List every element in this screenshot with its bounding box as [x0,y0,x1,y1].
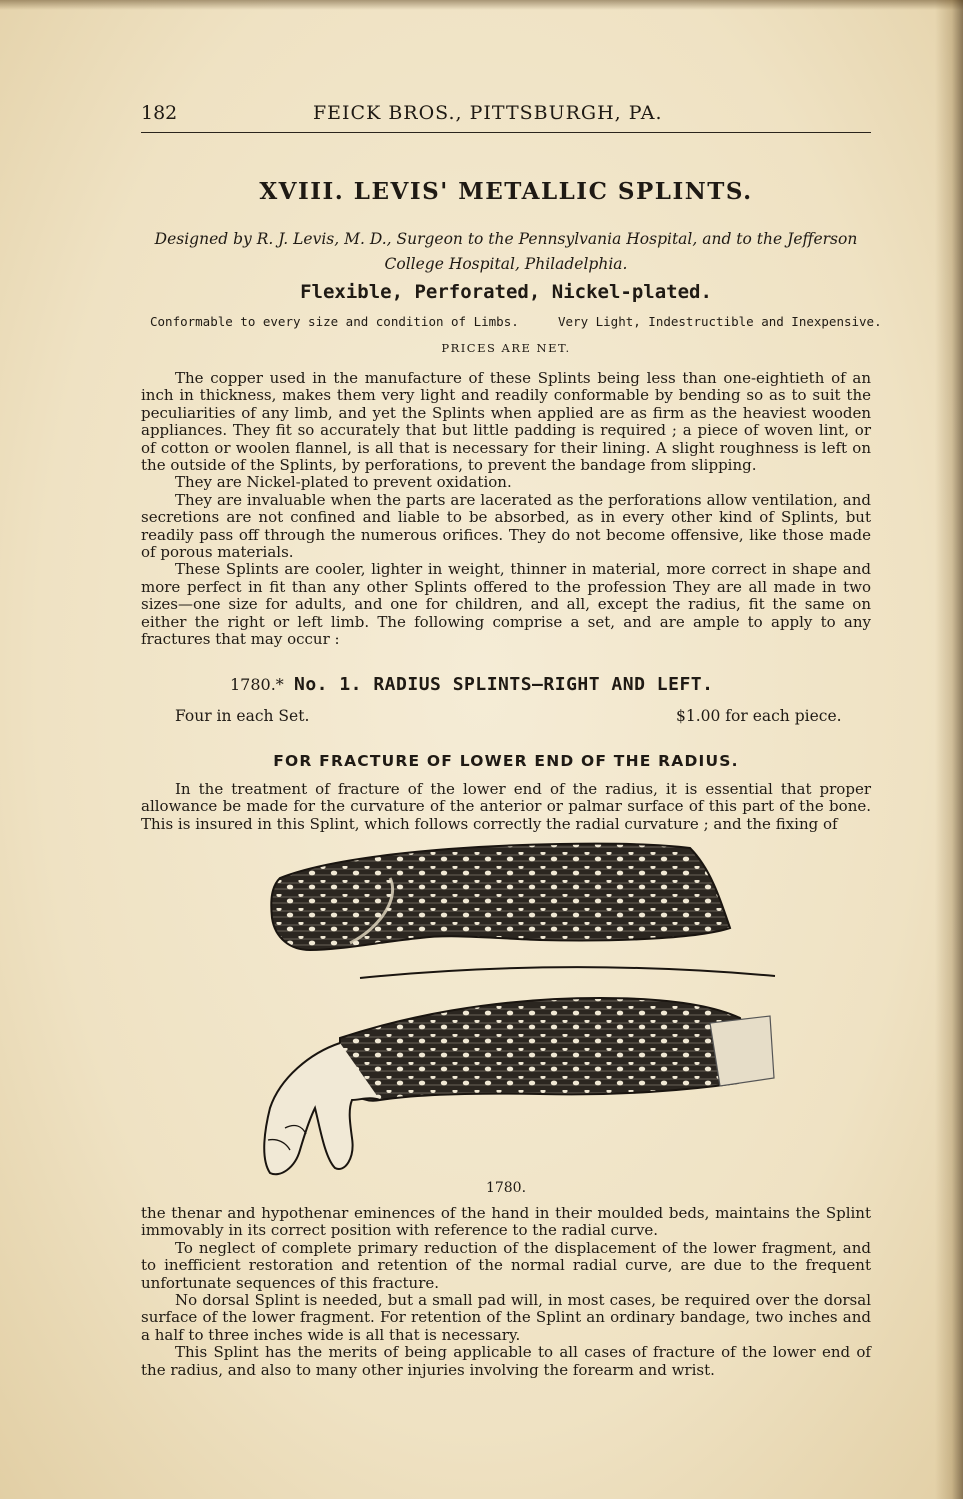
section-title: XVIII. LEVIS' METALLIC SPLINTS. [259,178,753,205]
figure-caption: 1780. [485,1180,527,1196]
intro-paragraph: They are invaluable when the parts are lacerated as the perforations allow ventilation, and secretions are not confined and liable to be absorbed, as in every other kind of Splints, but readily pass off through the numerous orifices. They do not become offensive, like those made of porous materials. [141,490,871,562]
fracture-paragraph: In the treatment of fracture of the lower end of the radius, it is essential that proper allowance be made for the curvature of the anterior or palmar surface of this part of the bone. This is insured in this Splint, which follows correctly the radial curvature ; and the fixing of [141,780,871,833]
fracture-text-top [141,781,871,833]
lower-splint-shape [340,998,744,1101]
designer-credit [141,227,871,277]
item-number: 1780.* [230,675,284,694]
page-top-shadow [0,0,963,10]
catalog-item-heading [230,674,713,695]
feature-left: Conformable to every size and condition of Limbs. [150,314,519,329]
prices-note: PRICES ARE NET. [441,341,571,355]
fracture-heading: FOR FRACTURE OF LOWER END OF THE RADIUS. [273,752,739,770]
intro-paragraph: These Splints are cooler, lighter in weight, thinner in material, more correct in shape and more perfect in fit than any other Splints offered to the profession They are all made in two sizes—one size for adults, and one for children, and all, except the radius, fit the same on either the right or left limb. The following comprise a set, and are ample to apply to any fractures that may occur : [141,560,871,649]
fracture-text-bottom [141,1205,871,1379]
running-head-title: FEICK BROS., PITTSBURGH, PA. [313,102,663,124]
feature-right: Very Light, Indestructible and Inexpensive. [558,314,882,329]
item-quantity: Four in each Set. [175,707,310,725]
fracture-paragraph: the thenar and hypothenar eminences of the hand in their moulded beds, maintains the Splint immovably in its correct position with reference to the radial curve. [141,1204,871,1240]
intro-text [141,370,871,649]
fracture-paragraph: To neglect of complete primary reduction of the displacement of the lower fragment, and to inefficient restoration and retention of the normal radial curve, are due to the frequent unfortunate sequences of this fracture. [141,1238,871,1292]
fracture-paragraph: No dorsal Splint is needed, but a small pad will, in most cases, be required over the dorsal surface of the lower fragment. For retention of the Splint an ordinary bandage, two inches and a half to three inches wide is all that is necessary. [141,1291,871,1344]
designer-credit-line-1: Designed by R. J. Levis, M. D., Surgeon to the Pennsylvania Hospital, and to the Jefferson [154,230,858,248]
product-subtitle: Flexible, Perforated, Nickel-plated. [300,281,712,303]
fracture-paragraph: This Splint has the merits of being applicable to all cases of fracture of the lower end of the radius, and also to many other injuries involving the forearm and wrist. [141,1343,871,1379]
intro-paragraph: They are Nickel-plated to prevent oxidation. [175,473,512,492]
page-binding-shadow [935,0,963,1499]
intro-paragraph: The copper used in the manufacture of these Splints being less than one-eightieth of an inch in thickness, makes them very light and readily conformable by bending so as to suit the peculiarities of any limb, and yet the Splints when applied are as firm as the heaviest wooden appliances. They fit so accurately that but little padding is required ; a piece of woven lint, or of cotton or woolen flannel, is all that is necessary for their lining. A slight roughness is left on the outside of the Splints, by perforations, to prevent the bandage from slipping. [141,369,871,475]
item-price: $1.00 for each piece. [676,707,842,725]
running-header [141,102,871,133]
item-name: No. 1. RADIUS SPLINTS—RIGHT AND LEFT. [293,674,714,695]
radius-splint-illustration [240,838,780,1183]
page-number: 182 [141,102,178,124]
designer-credit-line-2: College Hospital, Philadelphia. [384,255,628,273]
upper-splint-shape [271,844,730,950]
